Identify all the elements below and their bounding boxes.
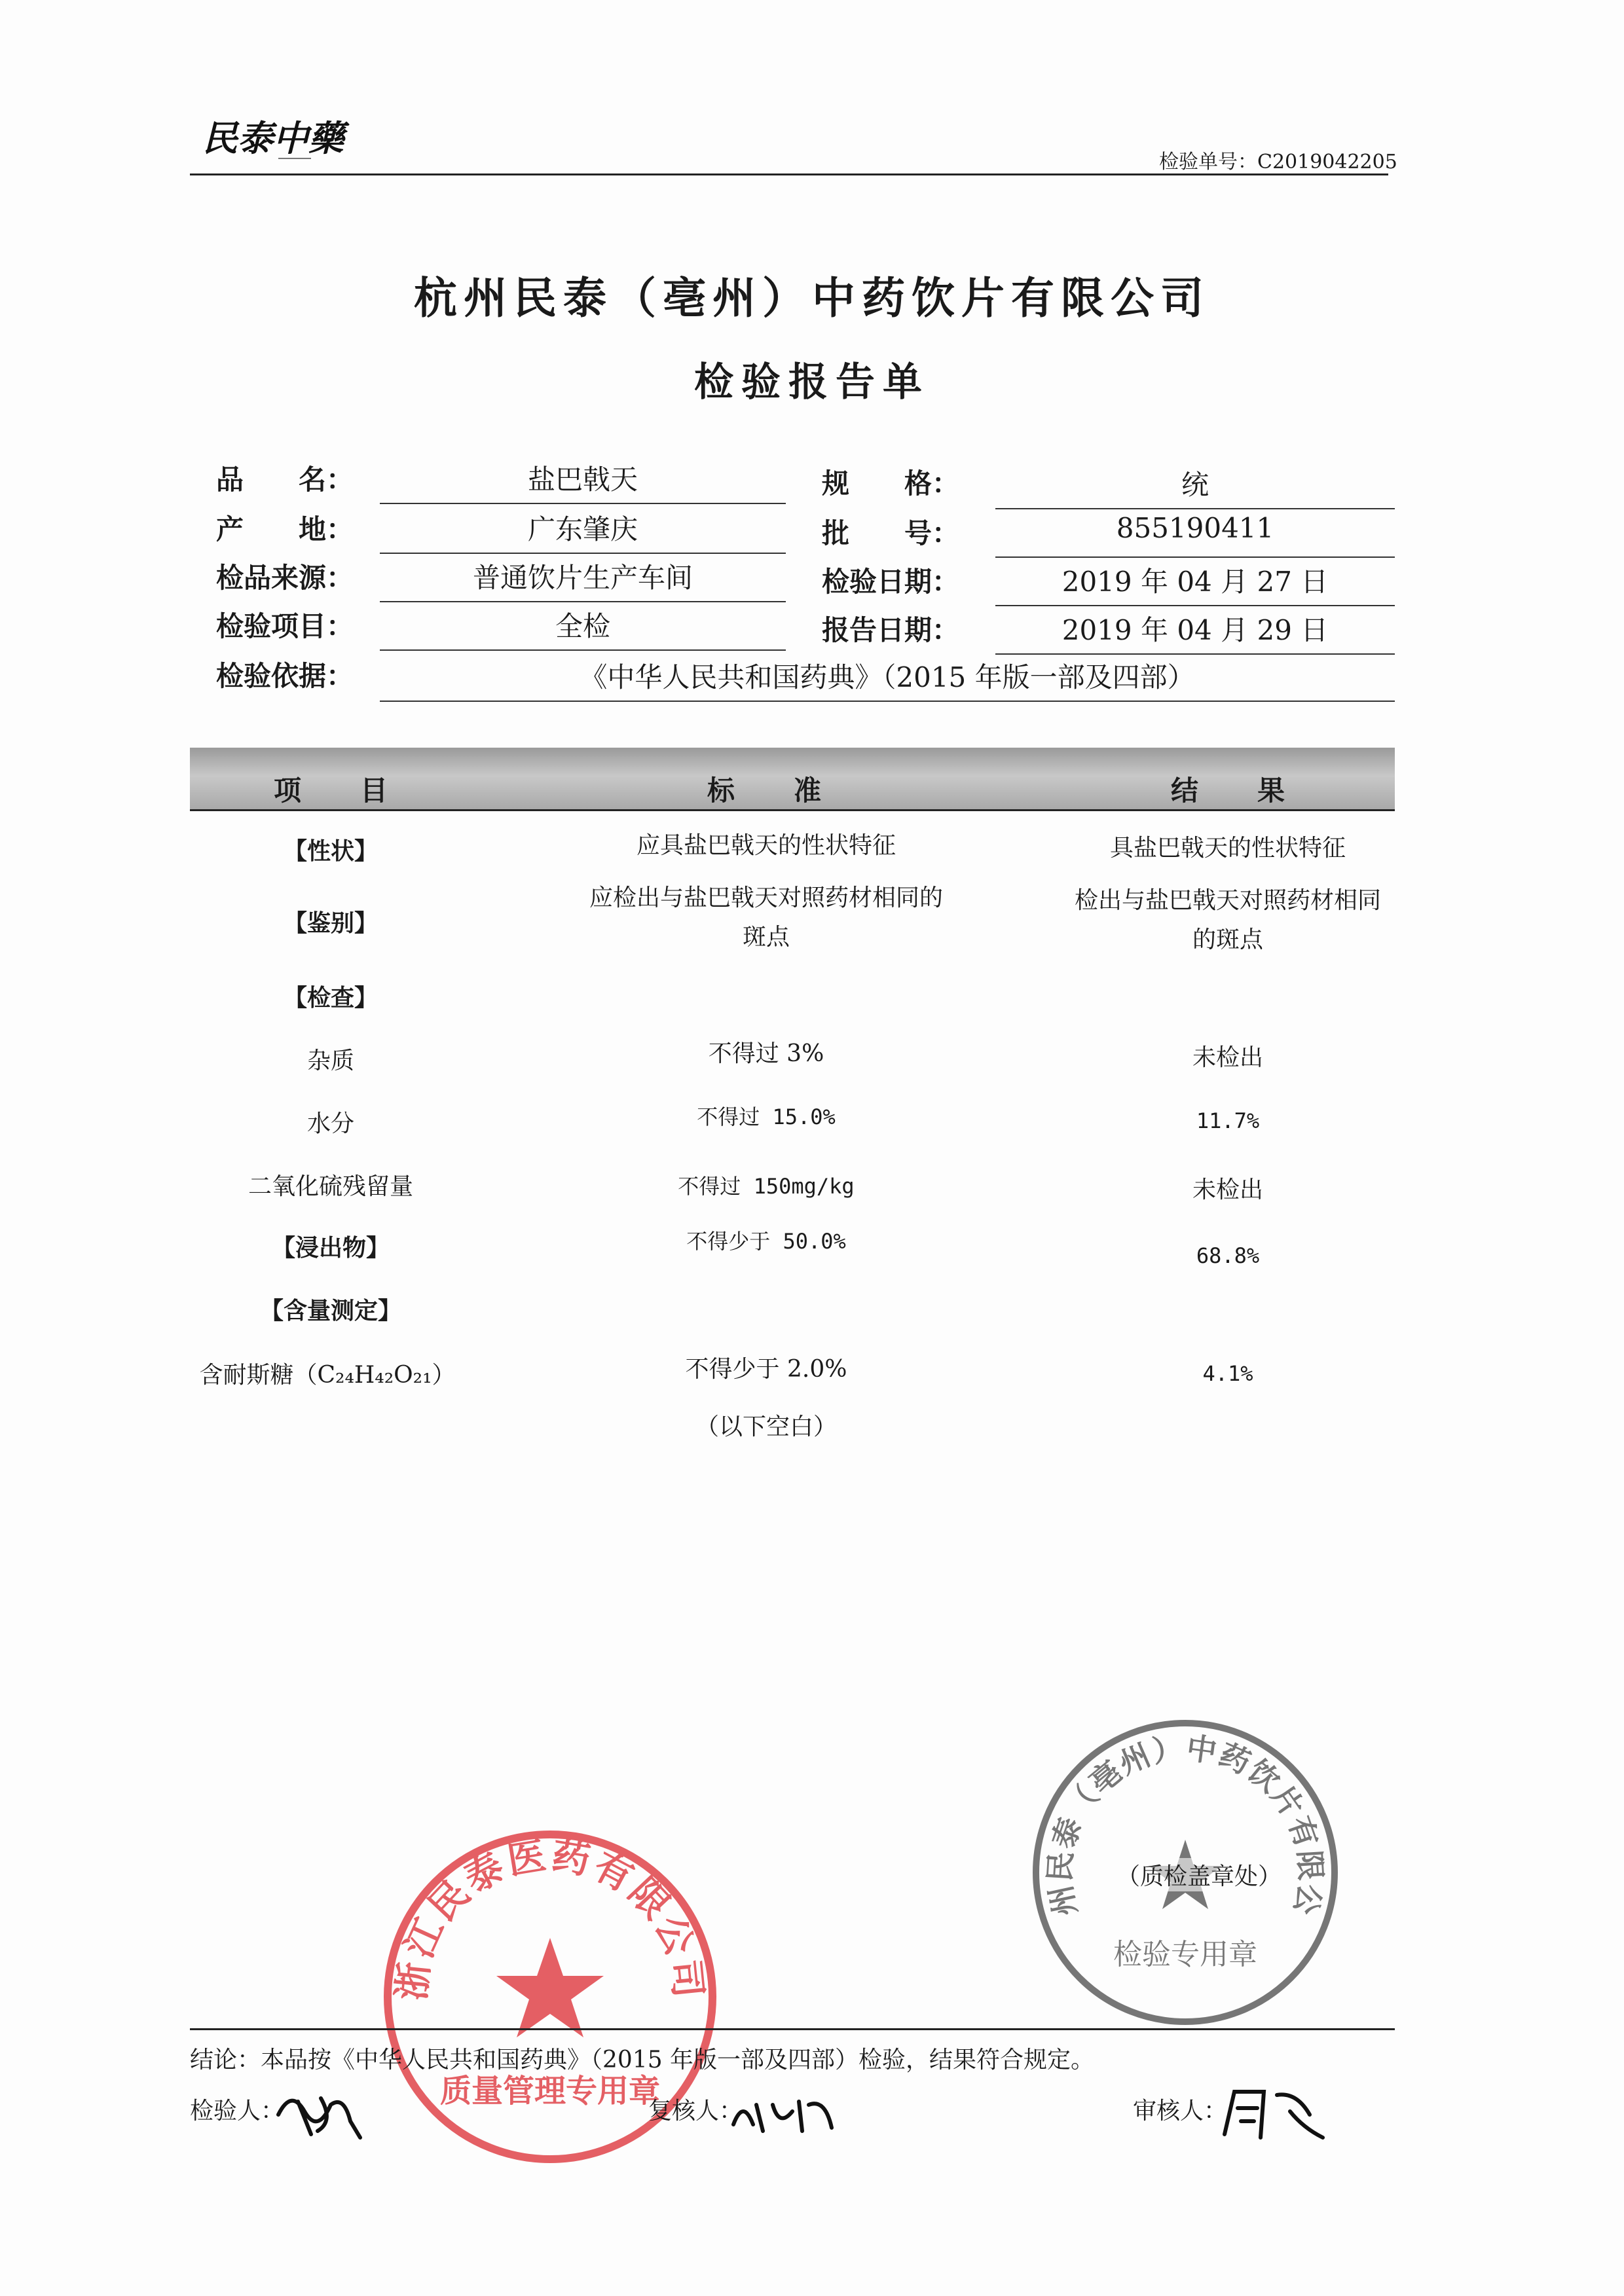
spec-label: 规 格：: [822, 467, 960, 500]
quality-seal-subtext: 质量管理专用章: [439, 2073, 661, 2109]
source-value: 普通饮片生产车间: [472, 562, 693, 594]
row-result-sulfur-dioxide: 未检出: [1192, 1176, 1263, 1203]
row-item-sulfur-dioxide: 二氧化硫残留量: [248, 1173, 413, 1200]
header-divider: [190, 173, 1388, 175]
row-item-character: 【性状】: [283, 837, 378, 865]
reviewer-label: 复核人：: [648, 2098, 743, 2124]
logo-text: 民泰中藥: [202, 117, 344, 159]
batch-underline: [995, 556, 1395, 558]
row-standard-impurity: 不得过 3%: [708, 1040, 824, 1067]
batch-value: 855190411: [1116, 512, 1274, 544]
conclusion-text: 结论：本品按《中华人民共和国药典》（2015 年版一部及四部）检验，结果符合规定。: [190, 2047, 1095, 2073]
product-name-label: 品 名：: [216, 464, 354, 496]
inspection-item-underline: [380, 649, 786, 651]
row-result-kestose: 4.1%: [1202, 1361, 1253, 1386]
product-name-value: 盐巴戟天: [527, 464, 638, 496]
row-standard-character: 应具盐巴戟天的性状特征: [636, 832, 896, 859]
inspection-date-value: 2019 年 04 月 27 日: [1061, 566, 1329, 598]
row-item-moisture: 水分: [306, 1110, 354, 1137]
row-result-impurity: 未检出: [1192, 1044, 1263, 1071]
basis-label: 检验依据：: [216, 660, 354, 692]
spec-value: 统: [1181, 469, 1209, 501]
inspector-signature: [272, 2075, 377, 2147]
report-date-underline: [995, 653, 1395, 655]
row-standard-kestose: 不得少于 2.0%: [685, 1356, 847, 1383]
inspection-date-underline: [995, 605, 1395, 606]
inspector-label: 检验人：: [190, 2098, 285, 2124]
basis-underline: [380, 701, 1395, 702]
row-result-identification: 检出与盐巴戟天对照药材相同的斑点: [1074, 887, 1381, 953]
row-item-identification: 【鉴别】: [283, 909, 378, 937]
row-standard-sulfur-dioxide: 不得过 150mg/kg: [678, 1174, 855, 1199]
approver-signature: [1218, 2075, 1329, 2147]
quality-seal-text: 浙江民泰医药有限公司: [389, 1832, 711, 2003]
inspection-seal-subtext: 检验专用章: [1113, 1938, 1257, 1971]
column-header-standard: 标 准: [707, 774, 823, 807]
origin-value: 广东肇庆: [527, 513, 638, 545]
report-number: 检验单号：C2019042205: [1159, 151, 1397, 173]
company-title: 杭州民泰（亳州）中药饮片有限公司: [414, 272, 1210, 323]
company-logo: [200, 110, 357, 168]
column-header-result: 结 果: [1171, 774, 1287, 807]
report-title: 检验报告单: [694, 359, 930, 405]
approver-label: 审核人：: [1133, 2098, 1228, 2124]
row-item-assay: 【含量测定】: [259, 1297, 401, 1324]
row-standard-moisture: 不得过 15.0%: [697, 1104, 836, 1129]
batch-label: 批 号：: [822, 517, 960, 549]
row-result-moisture: 11.7%: [1196, 1108, 1260, 1133]
origin-underline: [380, 553, 786, 554]
inspection-item-value: 全检: [555, 610, 610, 642]
seal-placement-note: （质检盖章处）: [1116, 1858, 1282, 1891]
row-item-kestose: 含耐斯糖（C₂₄H₄₂O₂₁）: [199, 1362, 456, 1389]
row-standard-identification: 应检出与盐巴戟天对照药材相同的斑点: [589, 884, 944, 951]
spec-underline: [995, 508, 1395, 509]
table-header-divider: [190, 809, 1395, 811]
row-item-impurity: 杂质: [306, 1048, 354, 1074]
row-item-examination: 【检查】: [283, 984, 378, 1011]
blank-below-note: （以下空白）: [695, 1413, 837, 1440]
source-underline: [380, 601, 786, 602]
origin-label: 产 地：: [216, 513, 354, 545]
inspection-date-label: 检验日期：: [822, 566, 960, 598]
conclusion-divider: [190, 2028, 1395, 2030]
reviewer-signature: [727, 2079, 845, 2151]
basis-value: 《中华人民共和国药典》（2015 年版一部及四部）: [580, 661, 1195, 693]
inspection-seal-text: 州民泰（亳州）中药饮片有限公: [1041, 1730, 1329, 1920]
source-label: 检品来源：: [216, 562, 354, 594]
row-result-character: 具盐巴戟天的性状特征: [1109, 835, 1346, 862]
report-date-label: 报告日期：: [822, 614, 960, 646]
product-name-underline: [380, 503, 786, 504]
column-header-item: 项 目: [274, 774, 390, 807]
row-result-extract: 68.8%: [1196, 1243, 1260, 1268]
inspection-item-label: 检验项目：: [216, 610, 354, 642]
row-item-extract: 【浸出物】: [271, 1234, 390, 1262]
report-date-value: 2019 年 04 月 29 日: [1061, 614, 1329, 646]
row-standard-extract: 不得少于 50.0%: [686, 1229, 846, 1254]
